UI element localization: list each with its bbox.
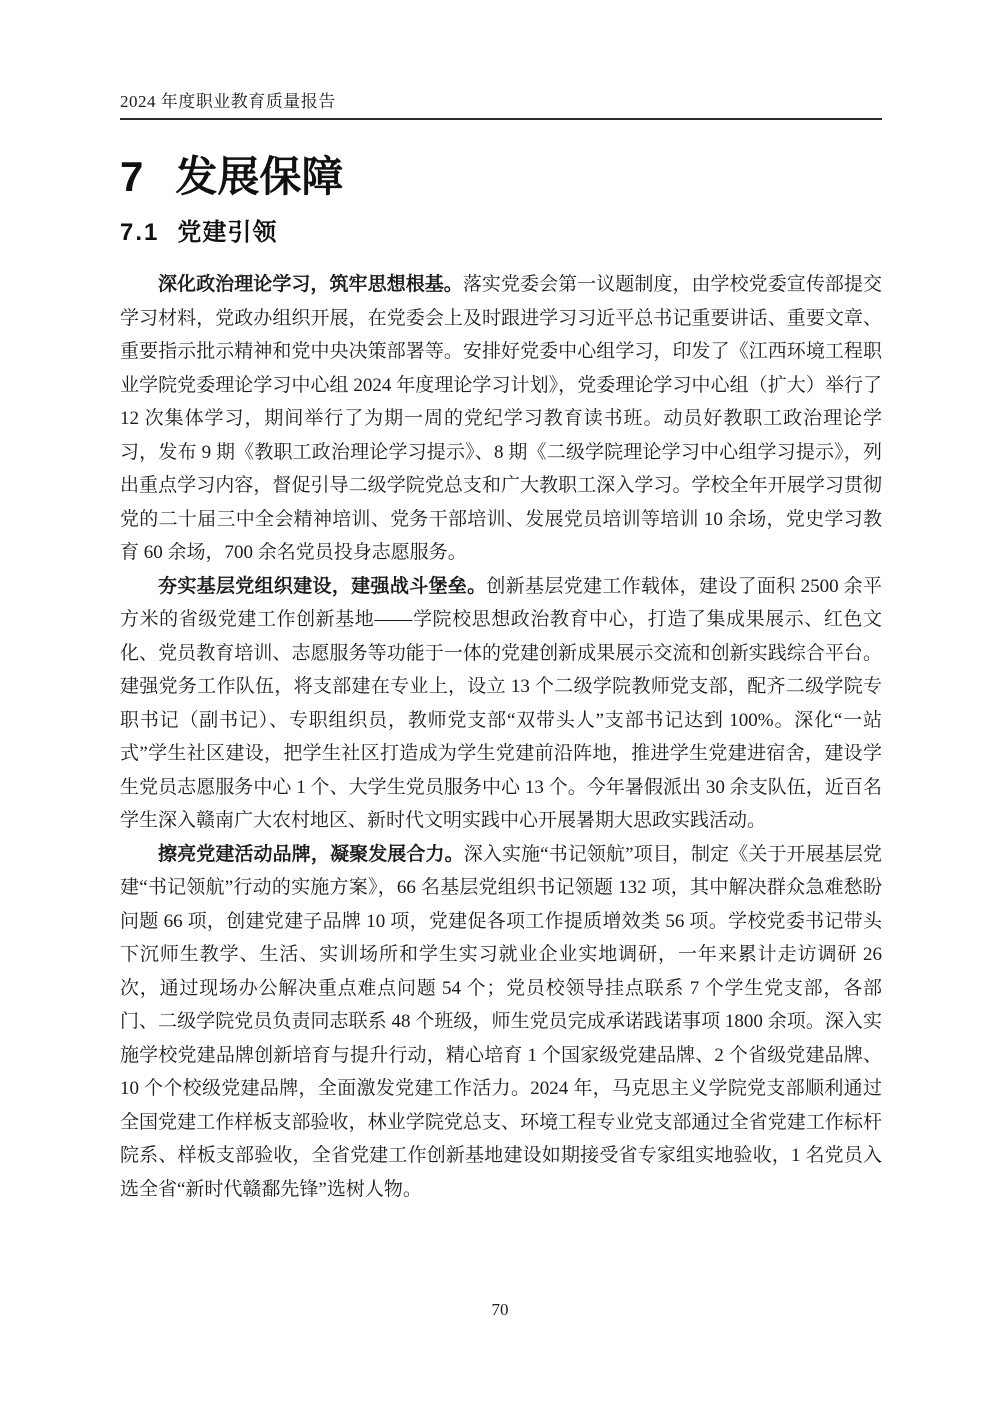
report-header-title: 2024 年度职业教育质量报告 — [120, 92, 336, 111]
page-header-rule — [120, 92, 882, 120]
paragraph-grassroots-organization — [120, 570, 882, 838]
paragraph-body: 深入实施“书记领航”项目，制定《关于开展基层党建“书记领航”行动的实施方案》，66 名基层党组织书记领题 132 项，其中解决群众急难愁盼问题 66 项，创建党建子品牌 10 项，党建促各项工作提质增效类 56 项。学校党委书记带头下沉师生教学、生活、实训场所和学生实习就业企业实地调研，一年来累计走访调研 26 次，通过现场办公解决重点难点问题 54 个；党员校领导挂点联系 7 个学生党支部，各部门、二级学院党员负责同志联系 48 个班级，师生党员完成承诺践诺事项 1800 余项。深入实施学校党建品牌创新培育与提升行动，精心培育 1 个国家级党建品牌、2 个省级党建品牌、10 个个校级党建品牌，全面激发党建工作活力。2024 年，马克思主义学院党支部顺利通过全国党建工作样板支部验收，林业学院党总支、环境工程专业党支部通过全省党建工作标杆院系、样板支部验收，全省党建工作创新基地建设如期接受省专家组实地验收，1 名党员入选全省“新时代赣鄱先锋”选树人物。 — [120, 843, 882, 1200]
page-number: 70 — [491, 1300, 509, 1319]
body-text — [120, 268, 882, 1206]
page-header — [120, 0, 882, 120]
paragraph-lead: 深化政治理论学习，筑牢思想根基。 — [158, 274, 463, 296]
chapter-number: 7 — [120, 153, 144, 201]
chapter-title: 发展保障 — [175, 153, 344, 201]
paragraph-body: 落实党委会第一议题制度，由学校党委宣传部提交学习材料，党政办组织开展，在党委会上及时跟进学习习近平总书记重要讲话、重要文章、重要指示批示精神和党中央决策部署等。安排好党委中心组学习，印发了《江西环境工程职业学院党委理论学习中心组 2024 年度理论学习计划》，党委理论学习中心组（扩大）举行了 12 次集体学习，期间举行了为期一周的党纪学习教育读书班。动员好教职工政治理论学习，发布 9 期《教职工政治理论学习提示》、8 期《二级学院理论学习中心组学习提示》，列出重点学习内容，督促引导二级学院党总支和广大教职工深入学习。学校全年开展学习贯彻党的二十届三中全会精神培训、党务干部培训、发展党员培训等培训 10 余场，党史学习教育 60 余场，700 余名党员投身志愿服务。 — [120, 274, 882, 564]
section-heading — [120, 219, 882, 248]
section-title: 党建引领 — [177, 218, 278, 246]
section-number: 7.1 — [120, 218, 160, 246]
paragraph-lead: 擦亮党建活动品牌，凝聚发展合力。 — [158, 843, 464, 865]
paragraph-lead: 夯实基层党组织建设，建强战斗堡垒。 — [158, 575, 487, 597]
paragraph-body: 创新基层党建工作载体，建设了面积 2500 余平方米的省级党建工作创新基地——学院校思想政治教育中心，打造了集成果展示、红色文化、党员教育培训、志愿服务等功能于一体的党建创新成果展示交流和创新实践综合平台。建强党务工作队伍，将支部建在专业上，设立 13 个二级学院教师党支部，配齐二级学院专职书记（副书记）、专职组织员，教师党支部“双带头人”支部书记达到 100%。深化“一站式”学生社区建设，把学生社区打造成为学生党建前沿阵地，推进学生党建进宿舍，建设学生党员志愿服务中心 1 个、大学生党员服务中心 13 个。今年暑假派出 30 余支队伍，近百名学生深入赣南广大农村地区、新时代文明实践中心开展暑期大思政实践活动。 — [120, 575, 882, 832]
paragraph-party-brand — [120, 838, 882, 1207]
paragraph-political-theory — [120, 268, 882, 570]
chapter-heading — [120, 154, 882, 200]
